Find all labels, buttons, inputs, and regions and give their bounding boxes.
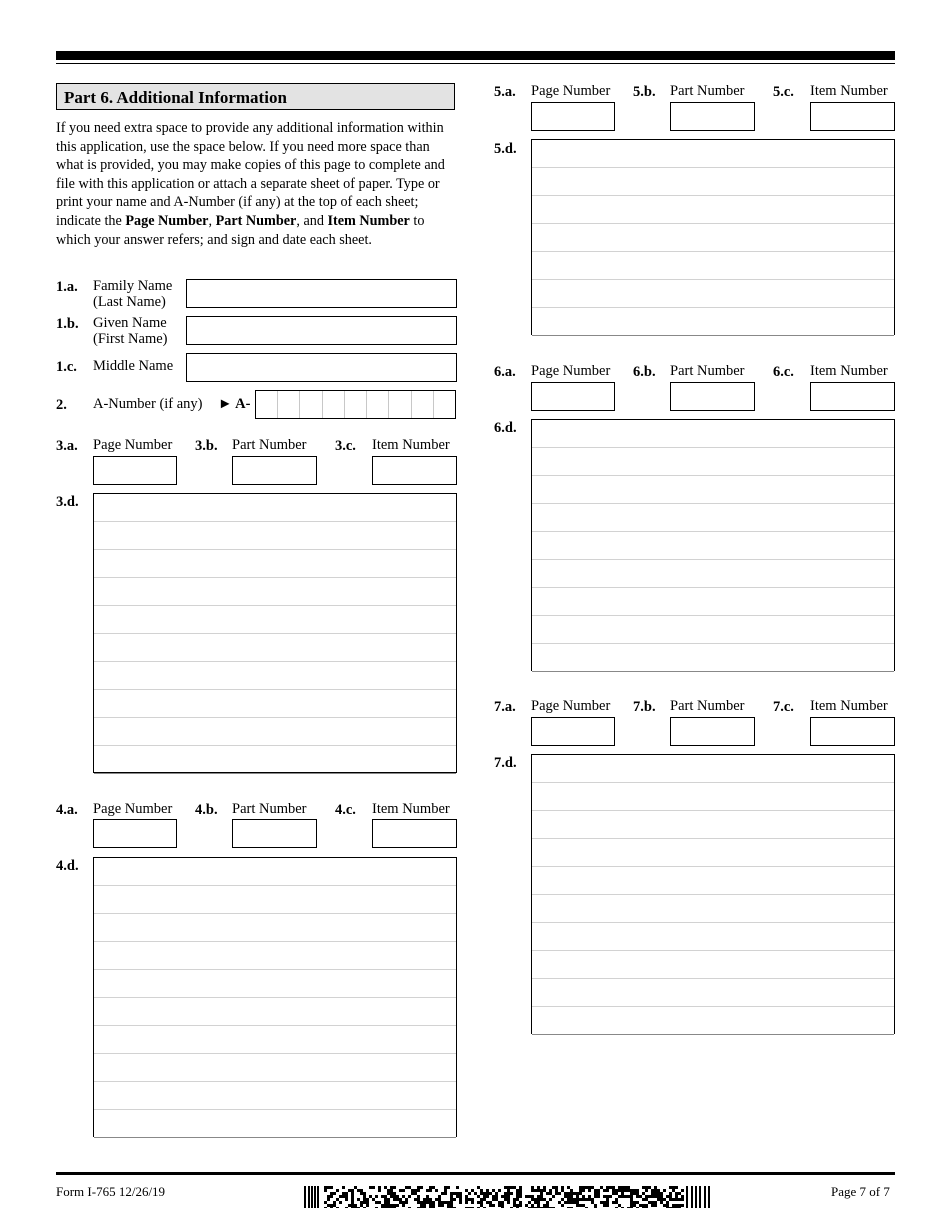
item-number-label-6: Item Number	[810, 363, 888, 379]
part-number-label-6: Part Number	[670, 363, 745, 379]
page-number-label-5: Page Number	[531, 83, 611, 99]
page-number-label-7: Page Number	[531, 698, 611, 714]
item-number-7a: 7.a.	[494, 699, 516, 715]
a-number-prefix: ► A-	[218, 396, 251, 412]
part-number-field-4[interactable]	[232, 819, 317, 848]
part-number-field-6[interactable]	[670, 382, 755, 411]
page-indicator: Page 7 of 7	[831, 1184, 890, 1199]
item-number-field-7[interactable]	[810, 717, 895, 746]
item-number-7b: 7.b.	[633, 699, 656, 715]
item-number-field-3[interactable]	[372, 456, 457, 485]
page-number-label-6: Page Number	[531, 363, 611, 379]
barcode-image	[304, 1186, 711, 1208]
family-name-label: Family Name (Last Name)	[93, 278, 173, 310]
a-number-label: A-Number (if any)	[93, 396, 203, 412]
part-number-label-5: Part Number	[670, 83, 745, 99]
item-number-5a: 5.a.	[494, 84, 516, 100]
page-number-label-4: Page Number	[93, 801, 173, 817]
item-number-field-4[interactable]	[372, 819, 457, 848]
item-number-1b: 1.b.	[56, 316, 79, 332]
item-number-7d: 7.d.	[494, 755, 517, 771]
middle-name-field[interactable]	[186, 353, 457, 382]
page-number-field-4[interactable]	[93, 819, 177, 848]
item-number-6a: 6.a.	[494, 364, 516, 380]
top-rule-thin	[56, 63, 895, 64]
item-number-4d: 4.d.	[56, 858, 79, 874]
item-number-label-5: Item Number	[810, 83, 888, 99]
item-number-5d: 5.d.	[494, 141, 517, 157]
item-number-label-7: Item Number	[810, 698, 888, 714]
item-number-6d: 6.d.	[494, 420, 517, 436]
instructions-text: If you need extra space to provide any additional information within this application, use the space below. If you need more space than what is provided, you may make copies of this page to complete and file with this application or attach a separate sheet of paper. Type or print your name and A-Number (if any) at the top of each sheet; indicate the Page Number, Part Number, and Item Number to which your answer refers; and sign and date each sheet.	[56, 120, 445, 248]
page-number-label-3: Page Number	[93, 437, 173, 453]
given-name-field[interactable]	[186, 316, 457, 345]
page-number-field-5[interactable]	[531, 102, 615, 131]
item-number-3b: 3.b.	[195, 438, 218, 454]
top-rule-thick	[56, 51, 895, 60]
item-number-3d: 3.d.	[56, 494, 79, 510]
item-number-4a: 4.a.	[56, 802, 78, 818]
part-number-field-7[interactable]	[670, 717, 755, 746]
item-number-1c: 1.c.	[56, 359, 77, 375]
middle-name-label: Middle Name	[93, 358, 174, 374]
family-name-field[interactable]	[186, 279, 457, 308]
additional-info-textarea-7[interactable]	[531, 754, 895, 1034]
page-number-field-7[interactable]	[531, 717, 615, 746]
page-number-field-3[interactable]	[93, 456, 177, 485]
part-number-label-3: Part Number	[232, 437, 307, 453]
item-number-6b: 6.b.	[633, 364, 656, 380]
item-number-4c: 4.c.	[335, 802, 356, 818]
item-number-field-6[interactable]	[810, 382, 895, 411]
part-title: Part 6. Additional Information	[56, 83, 455, 110]
footer-rule	[56, 1172, 895, 1175]
part-number-label-7: Part Number	[670, 698, 745, 714]
a-number-field[interactable]	[255, 390, 456, 419]
page-number-field-6[interactable]	[531, 382, 615, 411]
additional-info-textarea-3[interactable]	[93, 493, 457, 773]
item-number-5b: 5.b.	[633, 84, 656, 100]
item-number-field-5[interactable]	[810, 102, 895, 131]
item-number-label-3: Item Number	[372, 437, 450, 453]
part-number-label-4: Part Number	[232, 801, 307, 817]
item-number-label-4: Item Number	[372, 801, 450, 817]
item-number-6c: 6.c.	[773, 364, 794, 380]
additional-info-textarea-5[interactable]	[531, 139, 895, 335]
item-number-5c: 5.c.	[773, 84, 794, 100]
given-name-label: Given Name (First Name)	[93, 315, 168, 347]
part-number-field-5[interactable]	[670, 102, 755, 131]
additional-info-textarea-4[interactable]	[93, 857, 457, 1137]
part-number-field-3[interactable]	[232, 456, 317, 485]
item-number-1a: 1.a.	[56, 279, 78, 295]
item-number-3a: 3.a.	[56, 438, 78, 454]
additional-info-textarea-6[interactable]	[531, 419, 895, 671]
item-number-7c: 7.c.	[773, 699, 794, 715]
form-identifier: Form I-765 12/26/19	[56, 1184, 166, 1199]
item-number-4b: 4.b.	[195, 802, 218, 818]
item-number-2: 2.	[56, 397, 67, 413]
item-number-3c: 3.c.	[335, 438, 356, 454]
